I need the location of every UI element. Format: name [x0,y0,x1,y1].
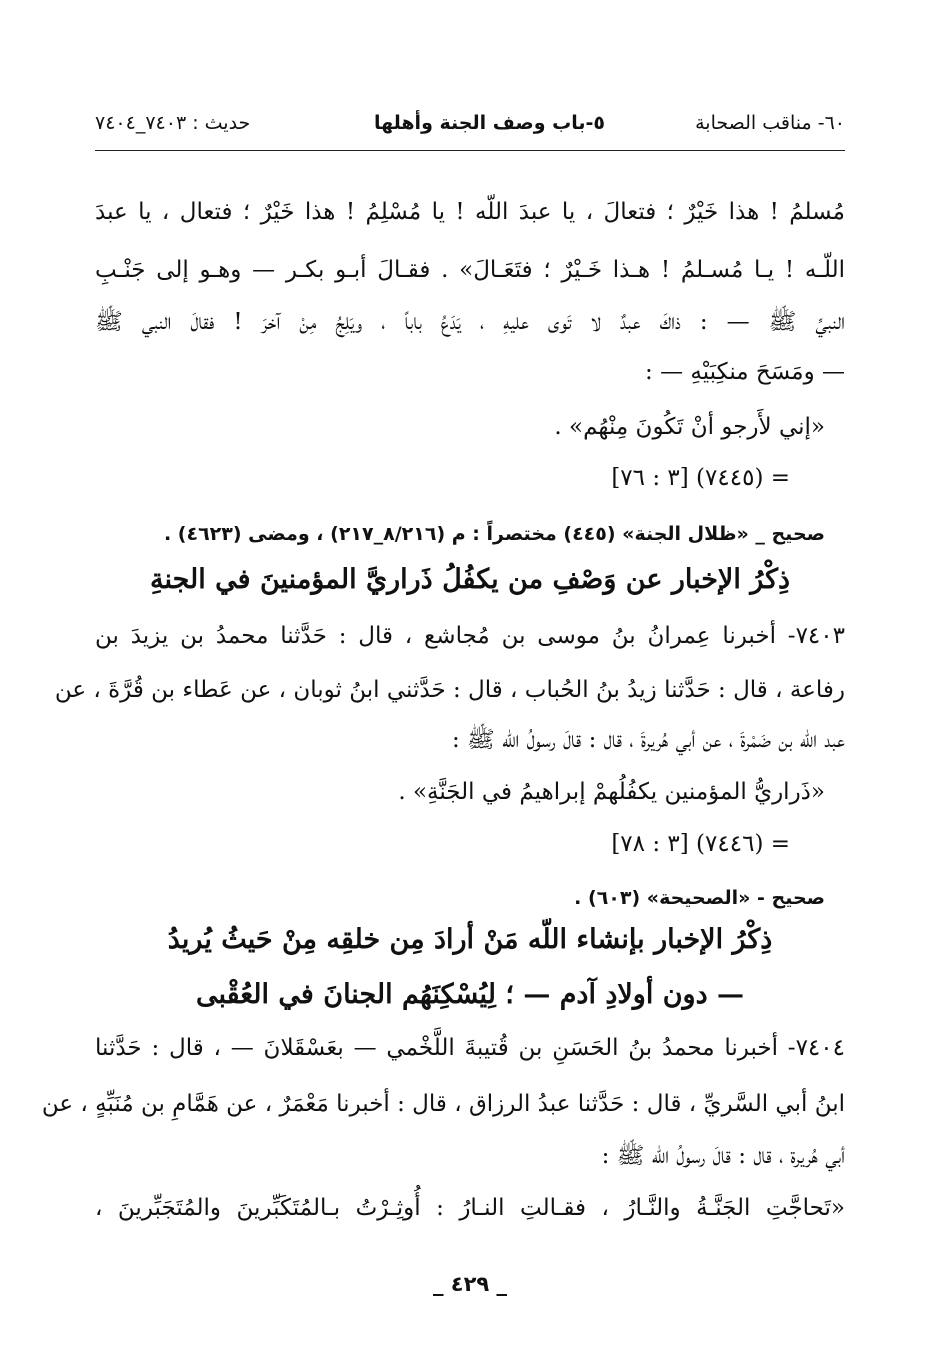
text-line: أبي هُريرة ، قال : قالَ رسولُ اللّه ﷺ : [601,1143,845,1169]
section-heading: — دون أولادِ آدم — ؛ لِيُسْكِنَهُم الجنانَ في العُقْبى [195,979,745,1010]
text-line: — ومَسَحَ منكِبَيْهِ — : [645,359,845,385]
text-line: ابنُ أبي السَّريِّ ، قال : حَدَّثنا عبدُ الرزاق ، قال : أخبرنا مَعْمَرٌ ، عن هَمَّامِ بن مُنَبِّهٍ ، عن [41,1091,845,1117]
header-divider [95,150,845,151]
text-line: مُسلمُ ! هذا خَيْرٌ ؛ فتعالَ ، يا عبدَ اللّه ! يا مُسْلِمُ ! هذا خَيْرٌ ؛ فتعال ، يا عبدَ [95,199,845,225]
section-heading: ذِكْرُ الإخبار بإنشاء اللّه مَنْ أرادَ مِن خلقِه مِنْ حَيثُ يُريدُ [167,924,773,955]
text-line: اللّـه ! يـا مُسـلمُ ! هـذا خَـيْرٌ ؛ فتَعَـالَ» . فقـالَ أبـو بكـر — وهـو إلى جَنْـبِ [95,257,845,283]
cross-reference: = (٧٤٤٦) [٣ : ٧٨] [611,831,790,857]
page-number: _ ٤٢٩ _ [432,1272,508,1296]
hadith-range: حديث : ٧٤٠٣_٧٤٠٤ [95,112,251,134]
running-header [95,112,845,142]
text-line: عبد اللّه بن ضَمْرةَ ، عن أبي هُريرةَ ، قال : قالَ رسولُ اللّه ﷺ : [451,727,845,753]
text-line: ٧٤٠٣- أخبرنا عِمرانُ بنُ موسى بن مُجاشع ، قال : حَدَّثنا محمدُ بن يزيدَ بن [95,623,845,649]
authenticity-grade: صحيح - «الصحيحة» (٦٠٣) . [574,887,825,909]
cross-reference: = (٧٤٤٥) [٣ : ٧٦] [611,465,790,491]
prophetic-quote: «إني لأَرجو أنْ تَكُونَ مِنْهُم» . [554,414,825,440]
prophetic-quote: «تَحاجَّتِ الجَنَّـةُ والنَّـارُ ، فقـالتِ النـارُ : أُوثِـرْتُ بـالمُتَكَبِّرينَ والمُتَجَبِّرينَ ، [95,1195,845,1221]
prophetic-quote: «ذَراريُّ المؤمنين يكفُلُهمْ إبراهيمُ في الجَنَّةِ» . [398,779,825,805]
section-heading: ذِكْرُ الإخبار عن وَصْفِ من يكفُلُ ذَراريَّ المؤمنينَ في الجنةِ [149,564,791,595]
section-title: ٥-باب وصف الجنة وأهلها [373,112,605,134]
text-line: رفاعة ، قال : حَدَّثنا زيدُ بنُ الحُباب ، قال : حَدَّثني ابنُ ثوبان ، عن عَطاء بن قُرَّةَ ، عن [54,677,845,703]
text-line: النبيِّ ﷺ — : ذاكَ عبدٌ لا تَوى عليهِ ، يَدَعُ باباً ، ويَلِجُ مِنْ آخرَ ! فقالَ النبي ﷺ [95,309,845,335]
text-line: ٧٤٠٤- أخبرنا محمدُ بنُ الحَسَنِ بن قُتيبةَ اللَّخْمي — بعَسْقَلانَ — ، قال : حَدَّثنا [95,1035,845,1061]
authenticity-grade: صحيح _ «ظلال الجنة» (٤٤٥) مختصراً : م (٨/٢١٦_٢١٧) ، ومضى (٤٦٢٣) . [163,523,825,545]
chapter-title: ٦٠- مناقب الصحابة [695,112,845,134]
